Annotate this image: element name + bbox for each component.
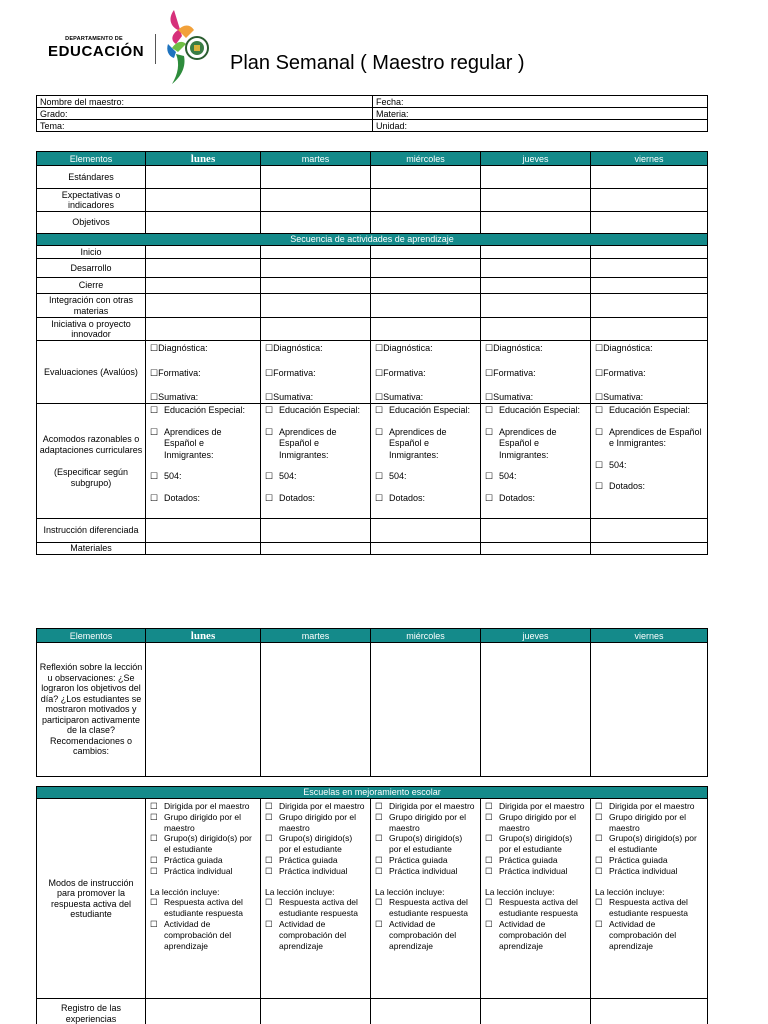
option-grupos: Grupo(s) dirigido(s) por el estudiante (389, 833, 463, 855)
checkbox-icon[interactable]: ☐ (485, 897, 493, 908)
day-cell[interactable] (481, 246, 591, 259)
checkbox-icon[interactable]: ☐ (375, 801, 383, 811)
teacher-name-field[interactable]: Nombre del maestro: (37, 96, 373, 108)
day-cell[interactable] (591, 643, 708, 777)
option-dirigida: Dirigida por el maestro (279, 801, 365, 811)
checkbox-icon[interactable]: ☐ (150, 801, 158, 811)
table-row (37, 519, 708, 543)
table-row (37, 318, 708, 341)
row-label-acomodos (37, 404, 146, 519)
checkbox-icon[interactable]: ☐ (265, 811, 273, 822)
option-actividad: Actividad de comprobación del aprendizaje (609, 918, 677, 951)
checkbox-icon[interactable]: ☐ (265, 897, 273, 908)
checkbox-diagnostica[interactable]: ☐Diagnóstica: (265, 343, 323, 353)
section-row (37, 234, 708, 246)
day-cell[interactable] (481, 543, 591, 555)
page-title: Plan Semanal ( Maestro regular ) (230, 52, 525, 74)
checkbox-icon[interactable]: ☐ (150, 471, 159, 481)
option-aprendices: Aprendices de Español e Inmigrantes: (609, 426, 702, 448)
option-educacion-especial: Educación Especial: (609, 405, 691, 415)
checkbox-icon[interactable]: ☐ (485, 471, 494, 481)
checkbox-formativa[interactable]: ☐Formativa: (485, 367, 536, 378)
day-cell[interactable] (146, 246, 261, 259)
checkbox-icon[interactable]: ☐ (265, 865, 273, 876)
day-cell[interactable] (371, 543, 481, 555)
option-grupo: Grupo dirigido por el maestro (609, 811, 687, 833)
option-educacion-especial: Educación Especial: (389, 405, 471, 415)
table-row (37, 643, 708, 777)
day-cell[interactable] (146, 278, 261, 294)
row-label-integracion: Integración con otras materias (37, 294, 146, 318)
header-martes: martes (261, 152, 371, 166)
table-row (37, 799, 708, 999)
section-row (37, 787, 708, 799)
option-aprendices: Aprendices de Español e Inmigrantes: (499, 426, 557, 460)
checkbox-icon[interactable]: ☐ (265, 918, 273, 929)
day-cell[interactable] (261, 519, 371, 543)
option-dotados: Dotados: (609, 481, 646, 491)
option-practica-guiada: Práctica guiada (609, 854, 668, 865)
day-cell[interactable] (371, 278, 481, 294)
option-grupo: Grupo dirigido por el maestro (389, 811, 467, 833)
option-educacion-especial: Educación Especial: (499, 405, 581, 415)
option-practica-individual: Práctica individual (164, 865, 233, 876)
header-viernes: viernes (591, 152, 708, 166)
checkbox-icon[interactable]: ☐ (265, 854, 273, 865)
day-cell[interactable] (371, 999, 481, 1024)
checkbox-icon[interactable]: ☐ (265, 405, 274, 415)
option-actividad: Actividad de comprobación del aprendizaje (499, 918, 567, 951)
leccion-incluye-label: La lección incluye: (265, 886, 335, 897)
table-row (37, 278, 708, 294)
day-cell[interactable] (371, 189, 481, 212)
table-row (37, 404, 708, 519)
day-cell[interactable] (261, 294, 371, 318)
day-cell[interactable] (146, 166, 261, 189)
option-grupos: Grupo(s) dirigido(s) por el estudiante (499, 833, 573, 855)
day-cell[interactable] (481, 189, 591, 212)
day-cell[interactable] (481, 404, 591, 519)
header-lunes: lunes (146, 629, 261, 643)
day-cell[interactable] (371, 246, 481, 259)
checkbox-icon[interactable]: ☐ (150, 405, 159, 415)
header-elementos: Elementos (37, 629, 146, 643)
day-cell[interactable] (371, 212, 481, 234)
option-respuesta: Respuesta activa del estudiante respuesta (164, 897, 243, 919)
day-cell[interactable] (591, 278, 708, 294)
option-practica-guiada: Práctica guiada (279, 854, 338, 865)
day-cell[interactable] (146, 189, 261, 212)
day-cell[interactable] (591, 189, 708, 212)
option-dirigida: Dirigida por el maestro (499, 801, 585, 811)
option-aprendices: Aprendices de Español e Inmigrantes: (164, 426, 222, 460)
acomodos-note: (Especificar según subgrupo) (53, 467, 129, 488)
option-dotados: Dotados: (279, 492, 316, 503)
leccion-incluye-label: La lección incluye: (485, 886, 555, 897)
row-label-estandares: Estándares (37, 166, 146, 189)
day-cell[interactable] (146, 318, 261, 341)
day-cell[interactable] (591, 999, 708, 1024)
option-grupos: Grupo(s) dirigido(s) por el estudiante (164, 833, 252, 855)
leccion-incluye-label: La lección incluye: (595, 886, 665, 897)
checkbox-icon[interactable]: ☐ (595, 865, 603, 876)
checkbox-icon[interactable]: ☐ (485, 865, 493, 876)
day-cell[interactable] (591, 799, 708, 999)
day-cell[interactable] (146, 212, 261, 234)
table-row (37, 189, 708, 212)
checkbox-sumativa[interactable]: ☐Sumativa: (375, 392, 424, 402)
option-grupos: Grupo(s) dirigido(s) por el estudiante (279, 833, 353, 855)
table-row (37, 294, 708, 318)
table-row (37, 543, 708, 555)
checkbox-icon[interactable]: ☐ (375, 897, 383, 908)
checkbox-diagnostica[interactable]: ☐Diagnóstica: (375, 343, 433, 353)
day-cell[interactable] (371, 341, 481, 404)
checkbox-icon[interactable]: ☐ (375, 865, 383, 876)
grade-field[interactable]: Grado: (37, 108, 373, 120)
row-label-modos: Modos de instrucción para promover la respuesta activa del estudiante (37, 799, 146, 999)
option-dotados: Dotados: (389, 492, 426, 503)
day-cell[interactable] (591, 318, 708, 341)
checkbox-icon[interactable]: ☐ (595, 405, 604, 415)
day-cell[interactable] (591, 246, 708, 259)
day-cell[interactable] (371, 404, 481, 519)
day-cell[interactable] (591, 519, 708, 543)
checkbox-icon[interactable]: ☐ (485, 811, 493, 822)
option-respuesta: Respuesta activa del estudiante respuesta (609, 897, 688, 919)
day-cell[interactable] (146, 799, 261, 999)
checkbox-icon[interactable]: ☐ (595, 459, 604, 470)
weekly-plan-table (36, 151, 708, 555)
option-grupo: Grupo dirigido por el maestro (499, 811, 577, 833)
checkbox-icon[interactable]: ☐ (375, 471, 384, 481)
day-cell[interactable] (261, 166, 371, 189)
day-cell[interactable] (371, 318, 481, 341)
checkbox-icon[interactable]: ☐ (485, 833, 493, 844)
day-cell[interactable] (371, 643, 481, 777)
day-cell[interactable] (371, 166, 481, 189)
day-cell[interactable] (481, 341, 591, 404)
option-respuesta: Respuesta activa del estudiante respuesta (279, 897, 358, 919)
option-dotados: Dotados: (499, 492, 536, 503)
date-field[interactable]: Fecha: (373, 96, 708, 108)
checkbox-icon[interactable]: ☐ (150, 854, 158, 865)
checkbox-icon[interactable]: ☐ (265, 801, 273, 811)
department-logo (48, 36, 145, 60)
day-cell[interactable] (261, 246, 371, 259)
leccion-incluye-label: La lección incluye: (150, 886, 220, 897)
leccion-incluye-label: La lección incluye: (375, 886, 445, 897)
checkbox-sumativa[interactable]: ☐Sumativa: (485, 392, 534, 402)
checkbox-formativa[interactable]: ☐Formativa: (595, 367, 646, 378)
checkbox-icon[interactable]: ☐ (150, 426, 159, 437)
option-dotados: Dotados: (164, 492, 201, 503)
puerto-rico-emblem-icon (164, 8, 214, 90)
day-cell[interactable] (591, 212, 708, 234)
checkbox-icon[interactable]: ☐ (595, 481, 604, 491)
checkbox-formativa[interactable]: ☐Formativa: (150, 367, 201, 378)
checkbox-diagnostica[interactable]: ☐Diagnóstica: (150, 343, 208, 353)
option-actividad: Actividad de comprobación del aprendizaje (389, 918, 457, 951)
day-cell[interactable] (591, 404, 708, 519)
option-respuesta: Respuesta activa del estudiante respuesta (389, 897, 468, 919)
day-cell[interactable] (261, 259, 371, 278)
checkbox-icon[interactable]: ☐ (485, 918, 493, 929)
reflection-plan-table (36, 628, 708, 1024)
checkbox-icon[interactable]: ☐ (485, 854, 493, 865)
checkbox-icon[interactable]: ☐ (150, 918, 158, 929)
checkbox-icon[interactable]: ☐ (375, 918, 383, 929)
table-row (37, 999, 708, 1024)
day-cell[interactable] (481, 166, 591, 189)
checkbox-icon[interactable]: ☐ (150, 897, 158, 908)
option-educacion-especial: Educación Especial: (279, 405, 361, 415)
day-cell[interactable] (146, 404, 261, 519)
checkbox-icon[interactable]: ☐ (485, 426, 494, 437)
day-cell[interactable] (481, 643, 591, 777)
day-cell[interactable] (261, 318, 371, 341)
option-educacion-especial: Educación Especial: (164, 405, 246, 415)
row-label-instruccion: Instrucción diferenciada (37, 519, 146, 543)
option-dirigida: Dirigida por el maestro (609, 801, 695, 811)
checkbox-icon[interactable]: ☐ (595, 811, 603, 822)
checkbox-sumativa[interactable]: ☐Sumativa: (595, 392, 644, 402)
day-cell[interactable] (261, 404, 371, 519)
checkbox-icon[interactable]: ☐ (485, 492, 494, 503)
header-miercoles: miércoles (371, 152, 481, 166)
section-escuelas: Escuelas en mejoramiento escolar (37, 787, 708, 799)
option-practica-individual: Práctica individual (389, 865, 458, 876)
option-aprendices: Aprendices de Español e Inmigrantes: (389, 426, 447, 460)
checkbox-icon[interactable]: ☐ (375, 405, 384, 415)
row-label-registro: Registro de las experiencias (37, 999, 146, 1024)
header-elementos: Elementos (37, 152, 146, 166)
checkbox-icon[interactable]: ☐ (595, 918, 603, 929)
day-cell[interactable] (591, 341, 708, 404)
day-cell[interactable] (146, 999, 261, 1024)
day-cell[interactable] (481, 318, 591, 341)
checkbox-diagnostica[interactable]: ☐Diagnóstica: (595, 343, 653, 353)
checkbox-icon[interactable]: ☐ (265, 426, 274, 437)
checkbox-diagnostica[interactable]: ☐Diagnóstica: (485, 343, 543, 353)
day-cell[interactable] (146, 294, 261, 318)
subject-field[interactable]: Materia: (373, 108, 708, 120)
day-cell[interactable] (371, 294, 481, 318)
option-practica-individual: Práctica individual (499, 865, 568, 876)
table-header-row (37, 629, 708, 643)
option-respuesta: Respuesta activa del estudiante respuesta (499, 897, 578, 919)
day-cell[interactable] (481, 212, 591, 234)
day-cell[interactable] (261, 341, 371, 404)
day-cell[interactable] (146, 643, 261, 777)
checkbox-icon[interactable]: ☐ (595, 833, 603, 844)
day-cell[interactable] (261, 543, 371, 555)
checkbox-sumativa[interactable]: ☐Sumativa: (150, 392, 199, 402)
option-dirigida: Dirigida por el maestro (389, 801, 475, 811)
option-504: 504: (389, 471, 407, 481)
option-grupo: Grupo dirigido por el maestro (279, 811, 357, 833)
row-label-inicio: Inicio (37, 246, 146, 259)
logo-divider (155, 34, 156, 64)
day-cell[interactable] (146, 259, 261, 278)
day-cell[interactable] (481, 519, 591, 543)
table-row (37, 341, 708, 404)
checkbox-icon[interactable]: ☐ (150, 492, 159, 503)
table-row (37, 259, 708, 278)
checkbox-icon[interactable]: ☐ (375, 492, 384, 503)
day-cell[interactable] (481, 999, 591, 1024)
acomodos-label: Acomodos razonables o adaptaciones curriculares (39, 434, 143, 455)
checkbox-icon[interactable]: ☐ (485, 801, 493, 811)
row-label-objetivos: Objetivos (37, 212, 146, 234)
day-cell[interactable] (591, 166, 708, 189)
checkbox-icon[interactable]: ☐ (150, 833, 158, 844)
day-cell[interactable] (481, 259, 591, 278)
day-cell[interactable] (261, 189, 371, 212)
day-cell[interactable] (371, 799, 481, 999)
table-row (37, 212, 708, 234)
day-cell[interactable] (591, 259, 708, 278)
day-cell[interactable] (591, 294, 708, 318)
option-practica-individual: Práctica individual (609, 865, 678, 876)
checkbox-icon[interactable]: ☐ (375, 854, 383, 865)
day-cell[interactable] (261, 643, 371, 777)
day-cell[interactable] (146, 543, 261, 555)
day-cell[interactable] (481, 278, 591, 294)
row-label-iniciativa: Iniciativa o proyecto innovador (37, 318, 146, 341)
checkbox-sumativa[interactable]: ☐Sumativa: (265, 392, 314, 402)
day-cell[interactable] (261, 278, 371, 294)
option-practica-guiada: Práctica guiada (389, 854, 448, 865)
teacher-info-table (36, 95, 708, 132)
day-cell[interactable] (146, 519, 261, 543)
checkbox-icon[interactable]: ☐ (595, 801, 603, 811)
logo-department-label: DEPARTAMENTO DE (65, 36, 123, 42)
section-secuencia: Secuencia de actividades de aprendizaje (37, 234, 708, 246)
table-row (37, 166, 708, 189)
day-cell[interactable] (261, 212, 371, 234)
row-label-desarrollo: Desarrollo (37, 259, 146, 278)
day-cell[interactable] (481, 294, 591, 318)
checkbox-icon[interactable]: ☐ (595, 897, 603, 908)
checkbox-icon[interactable]: ☐ (265, 492, 274, 503)
option-dirigida: Dirigida por el maestro (164, 801, 250, 811)
day-cell[interactable] (591, 543, 708, 555)
header-jueves: jueves (481, 152, 591, 166)
checkbox-icon[interactable]: ☐ (595, 854, 603, 865)
header-jueves: jueves (481, 629, 591, 643)
spacer-row (37, 777, 708, 787)
checkbox-icon[interactable]: ☐ (150, 865, 158, 876)
option-actividad: Actividad de comprobación del aprendizaje (279, 918, 347, 951)
checkbox-formativa[interactable]: ☐Formativa: (265, 367, 316, 378)
checkbox-icon[interactable]: ☐ (375, 811, 383, 822)
checkbox-formativa[interactable]: ☐Formativa: (375, 367, 426, 378)
topic-field[interactable]: Tema: (37, 120, 373, 132)
row-label-reflexion: Reflexión sobre la lección u observaciones: ¿Se lograron los objetivos del día? ¿Los estudiantes se mostraron motivados y participaron activamente de la clase? Recomendaciones o cambios: (37, 643, 146, 777)
day-cell[interactable] (146, 341, 261, 404)
table-row (37, 246, 708, 259)
header-lunes: lunes (146, 152, 261, 166)
checkbox-icon[interactable]: ☐ (150, 811, 158, 822)
checkbox-icon[interactable]: ☐ (265, 471, 274, 481)
day-cell[interactable] (261, 799, 371, 999)
checkbox-icon[interactable]: ☐ (375, 426, 384, 437)
option-504: 504: (499, 471, 517, 481)
option-grupo: Grupo dirigido por el maestro (164, 811, 242, 833)
row-label-expectativas: Expectativas o indicadores (37, 189, 146, 212)
header-miercoles: miércoles (371, 629, 481, 643)
option-aprendices: Aprendices de Español e Inmigrantes: (279, 426, 337, 460)
unit-field[interactable]: Unidad: (373, 120, 708, 132)
table-spacer (37, 777, 708, 787)
day-cell[interactable] (371, 519, 481, 543)
day-cell[interactable] (261, 999, 371, 1024)
option-grupos: Grupo(s) dirigido(s) por el estudiante (609, 833, 697, 855)
table-header-row (37, 152, 708, 166)
header-viernes: viernes (591, 629, 708, 643)
checkbox-icon[interactable]: ☐ (375, 833, 383, 844)
header-martes: martes (261, 629, 371, 643)
row-label-materiales: Materiales (37, 543, 146, 555)
option-practica-guiada: Práctica guiada (164, 854, 223, 865)
checkbox-icon[interactable]: ☐ (485, 405, 494, 415)
checkbox-icon[interactable]: ☐ (265, 833, 273, 844)
logo-education-label: EDUCACIÓN (48, 43, 145, 60)
checkbox-icon[interactable]: ☐ (595, 426, 604, 437)
row-label-cierre: Cierre (37, 278, 146, 294)
day-cell[interactable] (371, 259, 481, 278)
option-504: 504: (164, 471, 182, 481)
option-504: 504: (279, 471, 297, 481)
day-cell[interactable] (481, 799, 591, 999)
option-504: 504: (609, 459, 627, 470)
row-label-evaluaciones: Evaluaciones (Avalúos) (37, 341, 146, 404)
option-practica-guiada: Práctica guiada (499, 854, 558, 865)
option-actividad: Actividad de comprobación del aprendizaje (164, 918, 232, 951)
option-practica-individual: Práctica individual (279, 865, 348, 876)
